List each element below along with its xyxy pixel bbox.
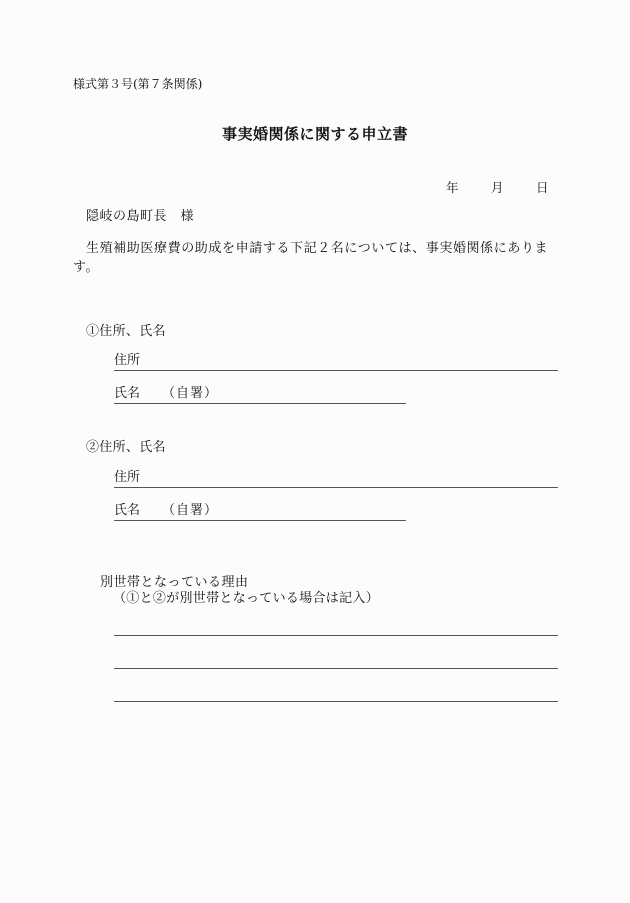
form-number: 様式第３号(第７条関係) xyxy=(73,77,203,91)
addressee: 隠岐の島町長 様 xyxy=(86,209,195,224)
person-1-heading: ①住所、氏名 xyxy=(86,324,166,339)
statement-text: 生殖補助医療費の助成を申請する下記２名については、事実婚関係にあります。 xyxy=(73,241,549,275)
date-field[interactable] xyxy=(446,178,549,196)
person-1-address-field[interactable] xyxy=(114,353,558,371)
person-1-name-field[interactable] xyxy=(114,386,406,404)
document-title: 事実婚関係に関する申立書 xyxy=(221,125,408,143)
person-1-signature-note: （自署） xyxy=(162,386,219,401)
date-day-label: 日 xyxy=(536,180,549,195)
date-year-label: 年 xyxy=(446,180,459,195)
reason-line-2[interactable] xyxy=(114,668,558,669)
person-2-heading: ②住所、氏名 xyxy=(86,440,166,455)
person-1-name-label: 氏名 xyxy=(114,386,141,401)
date-month-label: 月 xyxy=(491,180,504,195)
separate-household-label: 別世帯となっている理由 xyxy=(100,575,249,590)
person-2-signature-note: （自署） xyxy=(162,503,219,518)
person-2-address-label: 住所 xyxy=(114,470,141,485)
person-2-address-field[interactable] xyxy=(114,470,558,488)
reason-line-1[interactable] xyxy=(114,635,558,636)
person-2-name-field[interactable] xyxy=(114,503,406,521)
person-2-name-label: 氏名 xyxy=(114,503,141,518)
reason-line-3[interactable] xyxy=(114,701,558,702)
separate-household-note: （①と②が別世帯となっている場合は記入） xyxy=(113,591,380,606)
person-1-address-label: 住所 xyxy=(114,353,141,368)
